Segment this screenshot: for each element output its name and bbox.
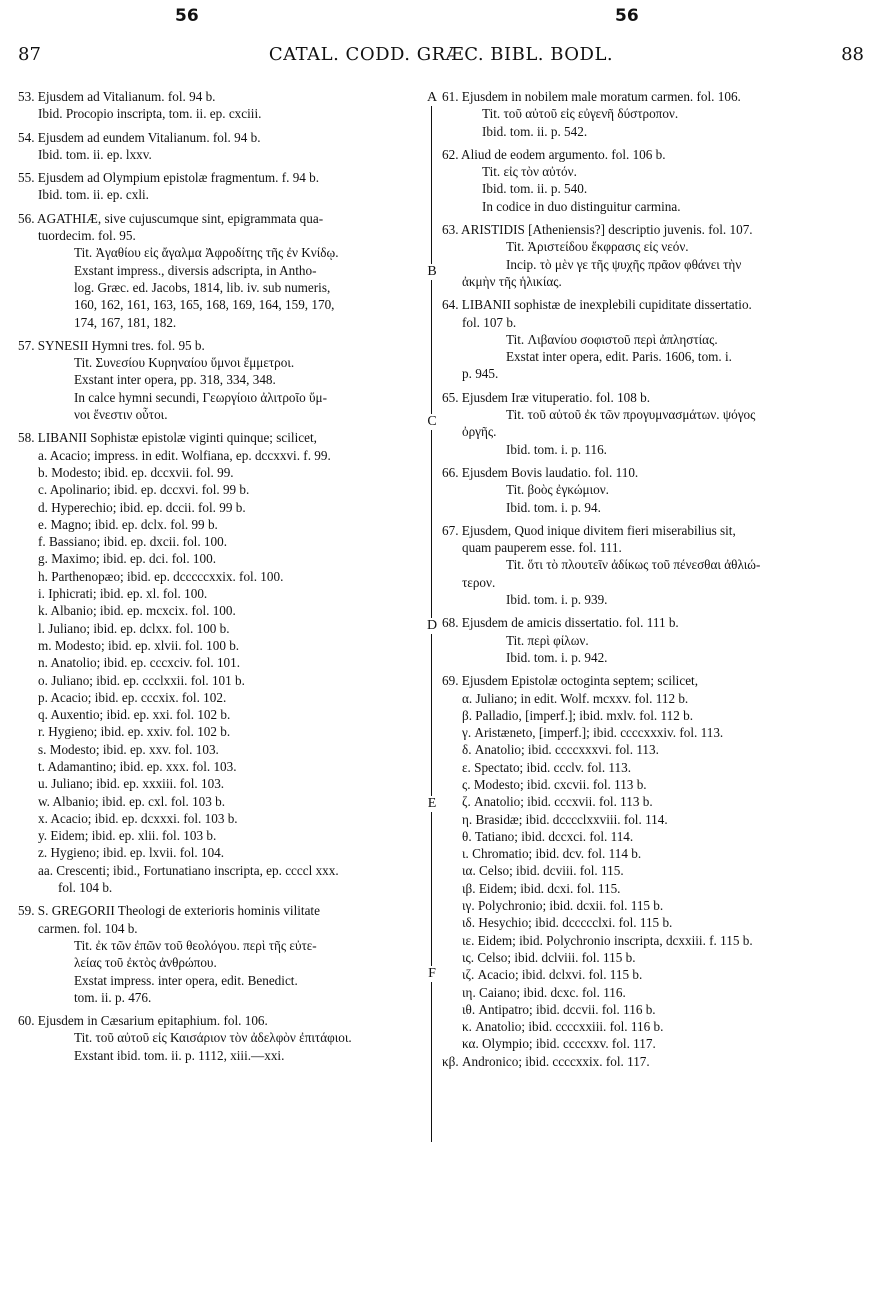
right-column-line: 65. Ejusdem Iræ vituperatio. fol. 108 b. [442,389,651,405]
right-column-line: 66. Ejusdem Bovis laudatio. fol. 110. [442,464,639,480]
section-marker-a: A [420,90,444,106]
left-column-line: Exstant ibid. tom. ii. p. 1112, xiii.—xxi. [74,1047,285,1063]
left-column-line: r. Hygieno; ibid. ep. xxiv. fol. 102 b. [38,724,231,740]
right-column-line: κα. Olympio; ibid. ccccxxv. fol. 117. [462,1036,656,1052]
right-column-line: ις. Celso; ibid. dclviii. fol. 115 b. [462,949,636,965]
right-column-line: Tit. τοῦ αὐτοῦ εἰς εὐγενῆ δύστροπον. [482,106,679,122]
left-column-line: 58. LIBANII Sophistæ epistolæ viginti quinque; scilicet, [18,430,317,446]
right-column-line: Tit. ὅτι τὸ πλουτεῖν ἀδίκως τοῦ πένεσθαι ἀθλιώ- [506,557,761,573]
left-column-line: g. Maximo; ibid. ep. dci. fol. 100. [38,551,217,567]
right-column [442,88,864,1070]
left-column-line: νοι ἔνεστιν οὗτοι. [74,407,168,423]
left-column-line: a. Acacio; impress. in edit. Wolfiana, ep. dccxxvi. f. 99. [38,447,331,463]
left-column-line: 56. AGATHIÆ, sive cujuscumque sint, epigrammata qua- [18,210,324,226]
right-column-line: δ. Anatolio; ibid. ccccxxxvi. fol. 113. [462,742,659,758]
right-column-line: ιη. Caiano; ibid. dcxc. fol. 116. [462,984,626,1000]
right-column-line: Ibid. tom. i. p. 94. [506,499,601,515]
right-column-line: 61. Ejusdem in nobilem male moratum carmen. fol. 106. [442,89,741,104]
left-column-line: h. Parthenopæo; ibid. ep. dcccccxxix. fol. 100. [38,568,284,584]
left-column-line: Tit. Ἀγαθίου εἰς ἄγαλμα Ἀφροδίτης τῆς ἐν Κνίδῳ. [74,245,339,261]
right-column-line: γ. Aristæneto, [imperf.]; ibid. ccccxxxiv. fol. 113. [462,725,724,741]
left-column-line: f. Bassiano; ibid. ep. dxcii. fol. 100. [38,534,227,550]
left-column-line: aa. Crescenti; ibid., Fortunatiano inscripta, ep. ccccl xxx. [38,862,339,878]
left-column-line: y. Eidem; ibid. ep. xlii. fol. 103 b. [38,828,217,844]
section-marker-e: E [420,796,444,812]
left-column-line: log. Græc. ed. Jacobs, 1814, lib. iv. sub numeris, [74,279,331,295]
left-column-line: 53. Ejusdem ad Vitalianum. fol. 94 b. [18,89,216,104]
right-column-line: Ibid. tom. i. p. 939. [506,592,608,608]
right-column-line: ια. Celso; ibid. dcviii. fol. 115. [462,863,624,879]
right-column-line: 63. ARISTIDIS [Atheniensis?] descriptio juvenis. fol. 107. [442,222,753,238]
right-column-line: ιζ. Acacio; ibid. dclxvi. fol. 115 b. [462,967,643,983]
left-column-line: 57. SYNESII Hymni tres. fol. 95 b. [18,337,205,353]
right-column-line: ἀκμὴν τῆς ἡλικίας. [462,273,562,289]
page-number-left: 87 [18,44,41,65]
left-column-line: x. Acacio; ibid. ep. dcxxxi. fol. 103 b. [38,810,238,826]
left-column-line: d. Hyperechio; ibid. ep. dccii. fol. 99 b. [38,499,246,515]
right-column-line: 68. Ejusdem de amicis dissertatio. fol. 111 b. [442,615,679,631]
left-column-line: w. Albanio; ibid. ep. cxl. fol. 103 b. [38,793,226,809]
left-column-line: 174, 167, 181, 182. [74,314,177,330]
page-mark-right: 56 [615,6,639,26]
right-column-line: Ibid. tom. i. p. 116. [506,441,607,457]
column-divider [431,90,432,1142]
right-column-line: ε. Spectato; ibid. ccclv. fol. 113. [462,759,631,775]
right-column-line: Tit. περὶ φίλων. [506,632,589,648]
right-column-line: 62. Aliud de eodem argumento. fol. 106 b. [442,146,666,162]
left-column-line: k. Albanio; ibid. ep. mcxcix. fol. 100. [38,603,236,619]
left-column-line: q. Auxentio; ibid. ep. xxi. fol. 102 b. [38,707,231,723]
right-column-line: α. Juliano; in edit. Wolf. mcxxv. fol. 112 b. [462,690,689,706]
page-number-right: 88 [841,44,864,65]
right-column-line: τερον. [462,574,496,590]
left-column-line: t. Adamantino; ibid. ep. xxx. fol. 103. [38,758,237,774]
left-column-line: c. Apolinario; ibid. ep. dccxvi. fol. 99 b. [38,482,250,498]
left-column-line: 59. S. GREGORII Theologi de exterioris hominis vilitate [18,903,320,919]
left-column-line: In calce hymni secundi, Γεωργίοιο ἀλιτροῖο ὕμ- [74,389,327,405]
right-column-line: Tit. εἰς τὸν αὐτόν. [482,164,577,180]
left-column-line: Exstant impress., diversis adscripta, in Antho- [74,262,317,278]
section-marker-c: C [420,414,444,430]
left-column-line: o. Juliano; ibid. ep. ccclxxii. fol. 101 b. [38,672,245,688]
right-column-line: Tit. Λιβανίου σοφιστοῦ περὶ ἀπληστίας. [506,331,718,347]
left-column-line: 54. Ejusdem ad eundem Vitalianum. fol. 94 b. [18,129,261,145]
left-column-line: Ibid. tom. ii. ep. cxli. [38,187,149,203]
left-column-line: carmen. fol. 104 b. [38,920,138,936]
right-column-line: κβ. Andronico; ibid. ccccxxix. fol. 117. [442,1053,650,1069]
right-column-line: In codice in duo distinguitur carmina. [482,198,681,214]
right-column-line: Ibid. tom. ii. p. 540. [482,181,588,197]
right-column-line: κ. Anatolio; ibid. ccccxxiii. fol. 116 b. [462,1019,664,1035]
left-column-line: b. Modesto; ibid. ep. dccxvii. fol. 99. [38,464,234,480]
right-column-line: Tit. Ἀριστείδου ἔκφρασις εἰς νεόν. [506,239,689,255]
left-column-line: Exstat impress. inter opera, edit. Benedict. [74,972,298,988]
left-column-line: tuordecim. fol. 95. [38,228,136,244]
right-column-line: Ibid. tom. ii. p. 542. [482,123,588,139]
left-column-line: n. Anatolio; ibid. ep. cccxciv. fol. 101. [38,655,241,671]
right-column-line: ὀργῆς. [462,424,497,440]
left-column-line: fol. 104 b. [58,880,113,896]
right-column-line: ιβ. Eidem; ibid. dcxi. fol. 115. [462,880,621,896]
left-column-line: u. Juliano; ibid. ep. xxxiii. fol. 103. [38,776,225,792]
section-marker-f: F [420,966,444,982]
right-column-line: 64. LIBANII sophistæ de inexplebili cupiditate dissertatio. [442,297,752,313]
left-column-line: l. Juliano; ibid. ep. dclxx. fol. 100 b. [38,620,230,636]
left-column-line: e. Magno; ibid. ep. dclx. fol. 99 b. [38,516,218,532]
right-column-line: Tit. τοῦ αὐτοῦ ἐκ τῶν προγυμνασμάτων. ψόγος [506,407,756,423]
left-column-line: 60. Ejusdem in Cæsarium epitaphium. fol. 106. [18,1013,268,1029]
left-column-line: λείας τοῦ ἐκτὸς ἀνθρώπου. [74,955,217,971]
right-column-line: ιγ. Polychronio; ibid. dcxii. fol. 115 b. [462,898,664,914]
right-column-line: ιε. Eidem; ibid. Polychronio inscripta, dcxxiii. f. 115 b. [462,932,753,948]
section-marker-b: B [420,264,444,280]
left-column-line: Ibid. Procopio inscripta, tom. ii. ep. cxciii. [38,106,262,122]
left-column-line: Tit. τοῦ αὐτοῦ εἰς Καισάριον τὸν ἀδελφὸν ἐπιτάφιοι. [74,1030,352,1046]
right-column-line: η. Brasidæ; ibid. dcccclxxviii. fol. 114. [462,811,668,827]
right-column-line: θ. Tatiano; ibid. dccxci. fol. 114. [462,828,634,844]
left-column-line: m. Modesto; ibid. ep. xlvii. fol. 100 b. [38,637,240,653]
right-column-line: ιδ. Hesychio; ibid. dccccclxi. fol. 115 b. [462,915,673,931]
right-column-line: β. Palladio, [imperf.]; ibid. mxlv. fol. 112 b. [462,707,693,723]
running-header [18,44,864,70]
right-column-line: Ibid. tom. i. p. 942. [506,649,608,665]
right-column-line: ιθ. Antipatro; ibid. dccvii. fol. 116 b. [462,1001,656,1017]
left-column-line: s. Modesto; ibid. ep. xxv. fol. 103. [38,741,219,757]
section-marker-d: D [420,618,444,634]
right-column-line: Incip. τὸ μὲν γε τῆς ψυχῆς πρᾶον φθάνει τὴν [506,256,742,272]
left-column-line: 160, 162, 161, 163, 165, 168, 169, 164, 159, 170, [74,297,335,313]
left-column-line: 55. Ejusdem ad Olympium epistolæ fragmentum. f. 94 b. [18,170,320,186]
left-column-line: i. Iphicrati; ibid. ep. xl. fol. 100. [38,586,208,602]
right-column-line: Tit. βοὸς ἐγκώμιον. [506,482,609,498]
left-column-line: Exstant inter opera, pp. 318, 334, 348. [74,372,276,388]
right-column-line: quam pauperem esse. fol. 111. [462,540,622,556]
right-column-line: 69. Ejusdem Epistolæ octoginta septem; scilicet, [442,673,699,689]
left-column-line: Tit. ἐκ τῶν ἐπῶν τοῦ θεολόγου. περὶ τῆς εὐτε- [74,937,317,953]
right-column-line: ι. Chromatio; ibid. dcv. fol. 114 b. [462,846,642,862]
right-column-line: ζ. Anatolio; ibid. cccxvii. fol. 113 b. [462,794,653,810]
header-title: CATAL. CODD. GRÆC. BIBL. BODL. [268,44,614,65]
left-column-line: z. Hygieno; ibid. ep. lxvii. fol. 104. [38,845,225,861]
left-column [18,88,410,1064]
right-column-line: p. 945. [462,366,499,382]
right-column-line: Exstat inter opera, edit. Paris. 1606, tom. i. [506,349,732,365]
left-column-line: tom. ii. p. 476. [74,989,152,1005]
left-column-line: Ibid. tom. ii. ep. lxxv. [38,146,152,162]
right-column-line: ς. Modesto; ibid. cxcvii. fol. 113 b. [462,776,647,792]
left-column-line: Tit. Συνεσίου Κυρηναίου ὕμνοι ἔμμετροι. [74,355,295,371]
page-mark-left: 56 [175,6,199,26]
right-column-line: fol. 107 b. [462,314,517,330]
left-column-line: p. Acacio; ibid. ep. cccxix. fol. 102. [38,689,227,705]
right-column-line: 67. Ejusdem, Quod inique divitem fieri miserabilius sit, [442,522,736,538]
